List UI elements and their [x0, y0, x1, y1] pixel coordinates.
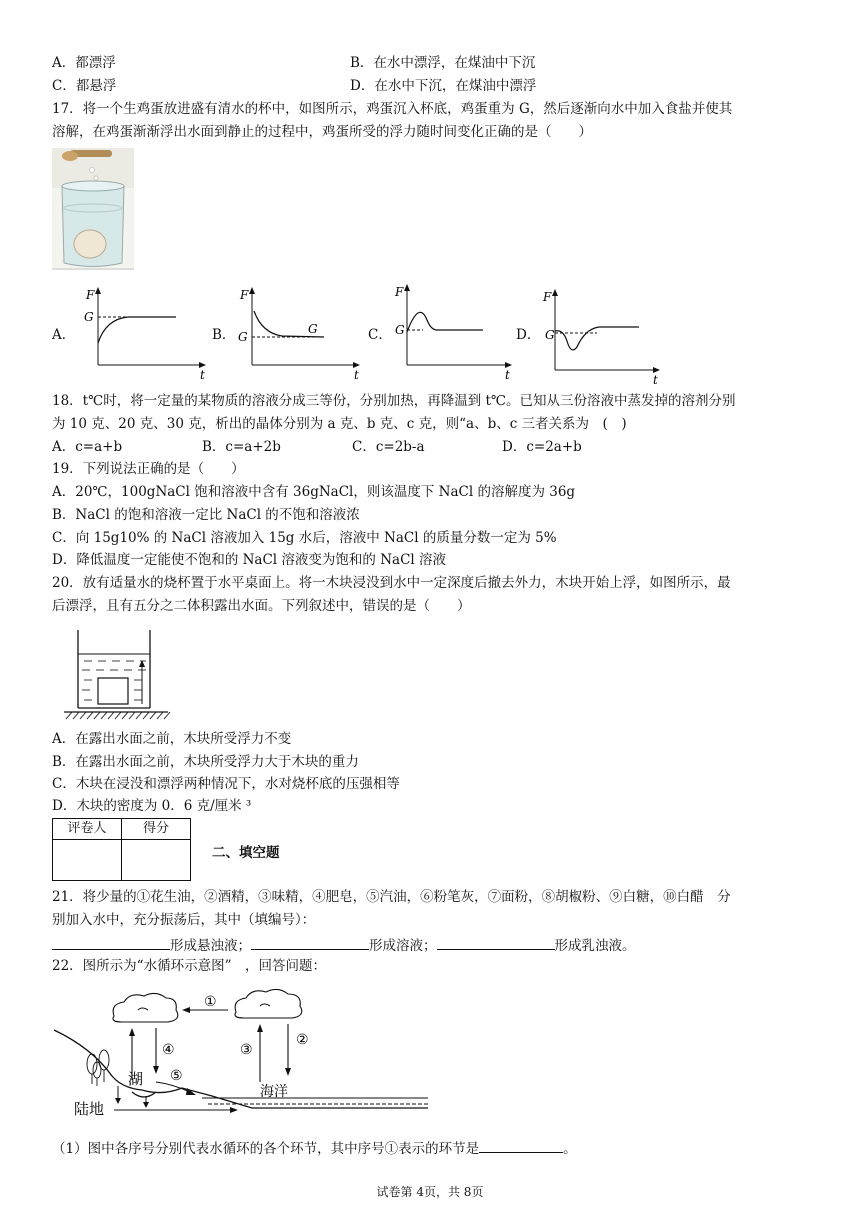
g-label-curve: G [308, 322, 318, 336]
q21-suffix-suspension: 形成悬浊液； [170, 938, 251, 954]
curve-d [555, 327, 639, 350]
q18-option-c: C．c=2b-a [352, 439, 425, 455]
label-land: 陆地 [74, 1100, 105, 1118]
label-1: ① [204, 994, 217, 1010]
q16-option-a: A．都漂浮 [52, 55, 116, 71]
q21-blank-suspension[interactable] [52, 935, 170, 950]
axis-y-label: F [395, 285, 404, 299]
curve-a [98, 317, 176, 343]
q20-stem-line1: 20．放有适量水的烧杯置于水平桌面上。将一木块浸没到水中一定深度后撤去外力，木块开始上浮，如图所示，最 [52, 575, 731, 591]
axis-y-label: F [240, 288, 249, 302]
g-label: G [545, 328, 555, 342]
label-4: ④ [162, 1042, 175, 1058]
q17-stem-line2: 溶解，在鸡蛋渐渐浮出水面到静止的过程中，鸡蛋所受的浮力随时间变化正确的是（ ） [52, 124, 592, 140]
q22-sub1 [52, 1138, 577, 1159]
q21-suffix-solution: 形成溶液； [369, 938, 437, 954]
q18-option-b: B．c=a+2b [202, 439, 281, 455]
q19-option-a: A．20℃，100gNaCl 饱和溶液中含有 36gNaCl，则该温度下 NaCl 的溶解度为 36g [52, 484, 576, 500]
score-table-score-header: 得分 [122, 819, 191, 840]
g-label: G [84, 310, 94, 324]
cloud-right-icon [235, 989, 302, 1018]
score-table-grader-header: 评卷人 [53, 819, 122, 840]
axis-y-label: F [86, 288, 95, 302]
wood-block [98, 678, 128, 704]
q17-graph-c [387, 280, 517, 380]
label-3: ③ [240, 1042, 253, 1058]
label-2: ② [296, 1032, 309, 1048]
q17-graph-d [535, 285, 665, 385]
q19-stem: 19．下列说法正确的是（ ） [52, 461, 245, 477]
axis-x-label: t [354, 368, 359, 382]
q16-option-b: B．在水中漂浮，在煤油中下沉 [350, 55, 536, 71]
q21-stem-line2: 别加入水中，充分振荡后，其中（填编号）： [52, 912, 316, 928]
q18-stem-line1: 18．t℃时，将一定量的某物质的溶液分成三等份，分别加热，再降温到 t℃。已知从三份溶液中蒸发掉的溶剂分别 [52, 393, 736, 409]
q17-option-c-label: C． [368, 327, 392, 343]
axis-x-label: t [505, 368, 510, 382]
g-label: G [395, 323, 405, 337]
q20-stem-line2: 后漂浮，且有五分之二体积露出水面。下列叙述中，错误的是（ ） [52, 598, 471, 614]
page-footer: 试卷第 4页，共 8页 [376, 1185, 484, 1199]
axis-y-label: F [543, 290, 552, 304]
q19-option-c: C．向 15g10% 的 NaCl 溶液加入 15g 水后，溶液中 NaCl 的质量分数一定为 5% [52, 530, 557, 546]
q17-stem-line1: 17．将一个生鸡蛋放进盛有清水的杯中，如图所示，鸡蛋沉入杯底，鸡蛋重为 G，然后逐渐向水中加入食盐并使其 [52, 101, 733, 117]
score-table-score-cell[interactable] [122, 840, 191, 881]
q22-stem: 22．图所示为“水循环示意图” ，回答问题： [52, 958, 326, 974]
q17-graph-b [232, 285, 362, 380]
q21-stem-line1: 21．将少量的①花生油，②酒精，③味精，④肥皂，⑤汽油，⑥粉笔灰，⑦面粉，⑧胡椒粉、⑨白糖，⑩白醋 分 [52, 889, 731, 905]
q20-option-b: B．在露出水面之前，木块所受浮力大于木块的重力 [52, 754, 359, 770]
q18-stem-line2: 为 10 克、20 克、30 克，析出的晶体分别为 a 克、b 克、c 克，则“a、b、c 三者关系为 ( ) [52, 416, 627, 432]
beaker-figure [62, 628, 172, 720]
score-table-grader-cell[interactable] [53, 840, 122, 881]
egg-glass-photo [52, 148, 134, 270]
q21-blank-solution[interactable] [251, 935, 369, 950]
label-5: ⑤ [170, 1068, 183, 1084]
q17-graph-a [78, 285, 208, 380]
q21-blank-emulsion[interactable] [437, 935, 555, 950]
cloud-left-icon [113, 993, 178, 1022]
q18-option-a: A．c=a+b [52, 439, 123, 455]
q22-sub1-blank[interactable] [479, 1138, 563, 1153]
q16-option-c: C．都悬浮 [52, 78, 117, 94]
q21-blanks-line [52, 935, 636, 956]
label-ocean: 海洋 [260, 1084, 288, 1100]
label-lake: 湖 [128, 1070, 144, 1088]
axis-x-label: t [200, 368, 205, 382]
q19-option-d: D．降低温度一定能使不饱和的 NaCl 溶液变为饱和的 NaCl 溶液 [52, 552, 447, 568]
q19-option-b: B．NaCl 的饱和溶液一定比 NaCl 的不饱和溶液浓 [52, 507, 360, 523]
q22-sub1-suffix: 。 [563, 1141, 577, 1157]
section-title: 二、填空题 [212, 845, 280, 861]
q22-sub1-prefix: （1）图中各序号分别代表水循环的各个环节，其中序号①表示的环节是 [52, 1141, 480, 1157]
q17-option-a-label: A． [52, 327, 76, 343]
water-cycle-diagram [52, 988, 432, 1124]
score-table [52, 818, 191, 881]
q17-option-b-label: B． [212, 327, 236, 343]
q20-option-d: D．木块的密度为 0．6 克/厘米 ³ [52, 798, 252, 814]
g-label: G [238, 330, 248, 344]
q20-option-a: A．在露出水面之前，木块所受浮力不变 [52, 731, 292, 747]
curve-c [407, 312, 483, 332]
q16-option-d: D．在水中下沉，在煤油中漂浮 [350, 78, 537, 94]
q18-option-d: D．c=2a+b [502, 439, 582, 455]
q21-suffix-emulsion: 形成乳浊液。 [554, 938, 636, 954]
axis-x-label: t [653, 373, 658, 387]
q17-option-d-label: D． [516, 327, 541, 343]
q20-option-c: C．木块在浸没和漂浮两种情况下，水对烧杯底的压强相等 [52, 776, 400, 792]
